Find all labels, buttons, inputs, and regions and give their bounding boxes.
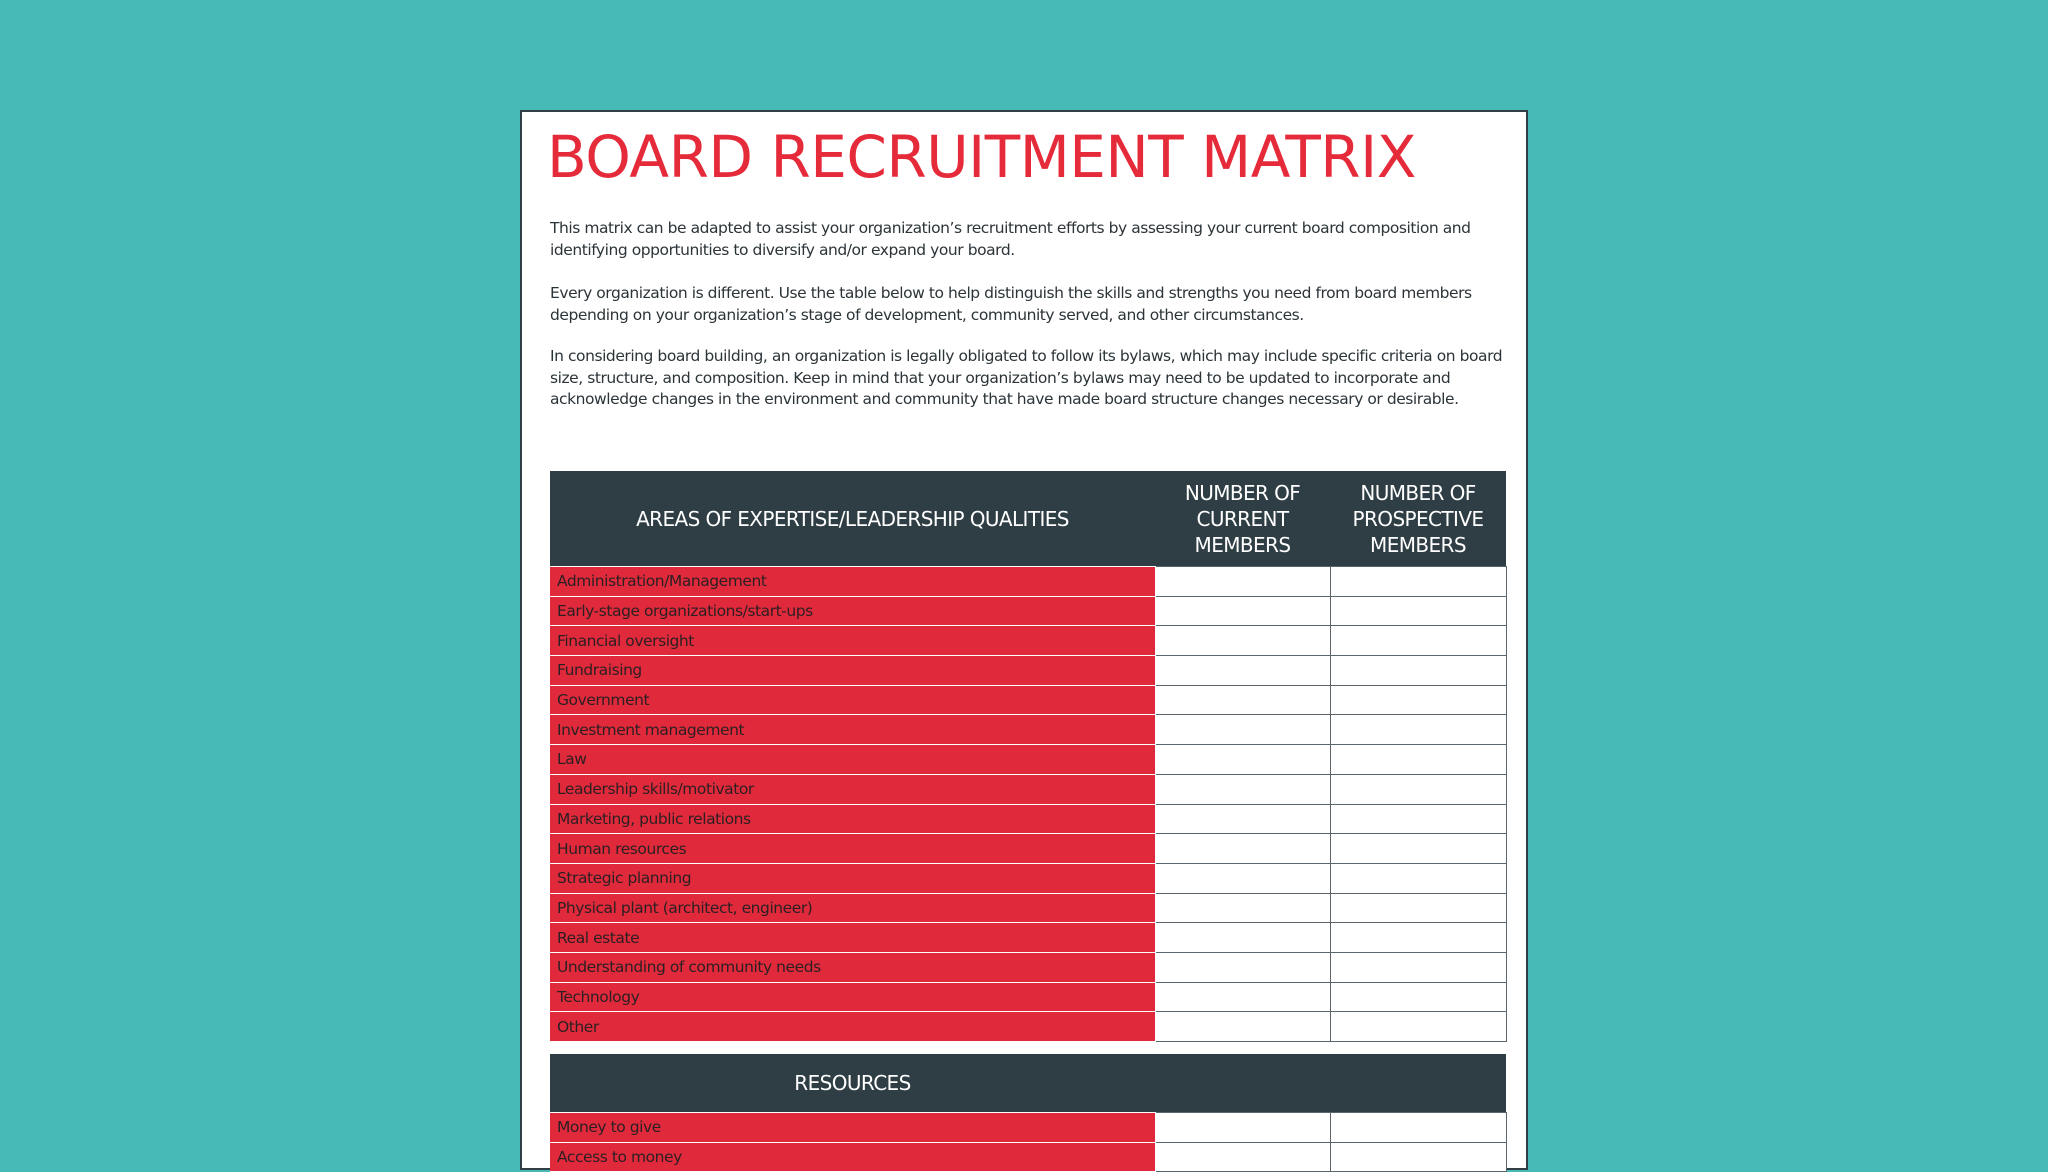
- prospective-members-cell[interactable]: [1330, 745, 1506, 775]
- current-members-cell[interactable]: [1155, 1113, 1330, 1143]
- expertise-label: Leadership skills/motivator: [550, 774, 1155, 804]
- expertise-label: Investment management: [550, 715, 1155, 745]
- expertise-row: [550, 685, 1506, 715]
- current-members-cell[interactable]: [1155, 656, 1330, 686]
- expertise-row: [550, 1012, 1506, 1042]
- prospective-members-cell[interactable]: [1330, 1113, 1506, 1143]
- prospective-members-cell[interactable]: [1330, 1012, 1506, 1042]
- expertise-row: [550, 715, 1506, 745]
- current-members-cell[interactable]: [1155, 774, 1330, 804]
- prospective-members-cell[interactable]: [1330, 834, 1506, 864]
- resources-header-row: [550, 1054, 1506, 1113]
- prospective-members-cell[interactable]: [1330, 567, 1506, 597]
- current-members-cell[interactable]: [1155, 626, 1330, 656]
- expertise-label: Real estate: [550, 923, 1155, 953]
- prospective-members-cell[interactable]: [1330, 596, 1506, 626]
- expertise-label: Strategic planning: [550, 863, 1155, 893]
- prospective-members-cell[interactable]: [1330, 893, 1506, 923]
- current-members-cell[interactable]: [1155, 952, 1330, 982]
- expertise-label: Technology: [550, 982, 1155, 1012]
- header-current-members: NUMBER OF CURRENT MEMBERS: [1155, 471, 1330, 567]
- header-resources-blank-2: [1330, 1054, 1506, 1113]
- prospective-members-cell[interactable]: [1330, 952, 1506, 982]
- expertise-row: [550, 834, 1506, 864]
- resource-label: Money to give: [550, 1113, 1155, 1143]
- current-members-cell[interactable]: [1155, 596, 1330, 626]
- expertise-label: Early-stage organizations/start-ups: [550, 596, 1155, 626]
- current-members-cell[interactable]: [1155, 834, 1330, 864]
- current-members-cell[interactable]: [1155, 745, 1330, 775]
- prospective-members-cell[interactable]: [1330, 923, 1506, 953]
- header-resources-blank-1: [1155, 1054, 1330, 1113]
- expertise-label: Other: [550, 1012, 1155, 1042]
- current-members-cell[interactable]: [1155, 1012, 1330, 1042]
- expertise-row: [550, 893, 1506, 923]
- recruitment-matrix-table: [550, 471, 1507, 1172]
- expertise-label: Law: [550, 745, 1155, 775]
- expertise-row: [550, 745, 1506, 775]
- expertise-label: Physical plant (architect, engineer): [550, 893, 1155, 923]
- expertise-row: [550, 596, 1506, 626]
- prospective-members-cell[interactable]: [1330, 656, 1506, 686]
- intro-paragraph-1: This matrix can be adapted to assist your organization’s recruitment efforts by assessing your current board composition and identifying opportunities to diversify and/or expand your board.: [550, 219, 1471, 259]
- current-members-cell[interactable]: [1155, 1142, 1330, 1172]
- matrix-header-row: [550, 471, 1506, 567]
- resource-rows: [550, 1113, 1506, 1172]
- prospective-members-cell[interactable]: [1330, 715, 1506, 745]
- expertise-row: [550, 804, 1506, 834]
- resource-row: [550, 1113, 1506, 1143]
- expertise-row: [550, 923, 1506, 953]
- current-members-cell[interactable]: [1155, 685, 1330, 715]
- page-title: BOARD RECRUITMENT MATRIX: [547, 123, 1416, 191]
- prospective-members-cell[interactable]: [1330, 982, 1506, 1012]
- expertise-label: Administration/Management: [550, 567, 1155, 597]
- current-members-cell[interactable]: [1155, 893, 1330, 923]
- expertise-label: Financial oversight: [550, 626, 1155, 656]
- expertise-label: Marketing, public relations: [550, 804, 1155, 834]
- header-expertise: AREAS OF EXPERTISE/LEADERSHIP QUALITIES: [550, 471, 1155, 567]
- section-gap: [550, 1042, 1506, 1055]
- prospective-members-cell[interactable]: [1330, 626, 1506, 656]
- expertise-label: Understanding of community needs: [550, 952, 1155, 982]
- resource-row: [550, 1142, 1506, 1172]
- prospective-members-cell[interactable]: [1330, 863, 1506, 893]
- expertise-label: Fundraising: [550, 656, 1155, 686]
- expertise-label: Government: [550, 685, 1155, 715]
- current-members-cell[interactable]: [1155, 982, 1330, 1012]
- prospective-members-cell[interactable]: [1330, 804, 1506, 834]
- current-members-cell[interactable]: [1155, 863, 1330, 893]
- expertise-row: [550, 656, 1506, 686]
- expertise-row: [550, 626, 1506, 656]
- current-members-cell[interactable]: [1155, 567, 1330, 597]
- expertise-row: [550, 982, 1506, 1012]
- expertise-row: [550, 567, 1506, 597]
- intro-paragraph-2: Every organization is different. Use the table below to help distinguish the skills and strengths you need from board members depending on your organization’s stage of development, community served, and other circumstances.: [550, 284, 1472, 324]
- expertise-rows: [550, 567, 1506, 1042]
- document-page: [520, 110, 1528, 1170]
- expertise-label: Human resources: [550, 834, 1155, 864]
- current-members-cell[interactable]: [1155, 715, 1330, 745]
- header-prospective-members: NUMBER OF PROSPECTIVE MEMBERS: [1330, 471, 1506, 567]
- resources-section: [550, 1042, 1506, 1113]
- prospective-members-cell[interactable]: [1330, 1142, 1506, 1172]
- current-members-cell[interactable]: [1155, 923, 1330, 953]
- current-members-cell[interactable]: [1155, 804, 1330, 834]
- expertise-row: [550, 952, 1506, 982]
- prospective-members-cell[interactable]: [1330, 685, 1506, 715]
- prospective-members-cell[interactable]: [1330, 774, 1506, 804]
- header-resources: RESOURCES: [550, 1054, 1155, 1113]
- expertise-row: [550, 863, 1506, 893]
- intro-paragraph-3: In considering board building, an organization is legally obligated to follow its bylaws, which may include specific criteria on board size, structure, and composition. Keep in mind that your organization’s bylaws may need to be updated to incorporate and acknowledge changes in the environment and community that have made board structure changes necessary or desirable.: [550, 347, 1503, 408]
- expertise-row: [550, 774, 1506, 804]
- resource-label: Access to money: [550, 1142, 1155, 1172]
